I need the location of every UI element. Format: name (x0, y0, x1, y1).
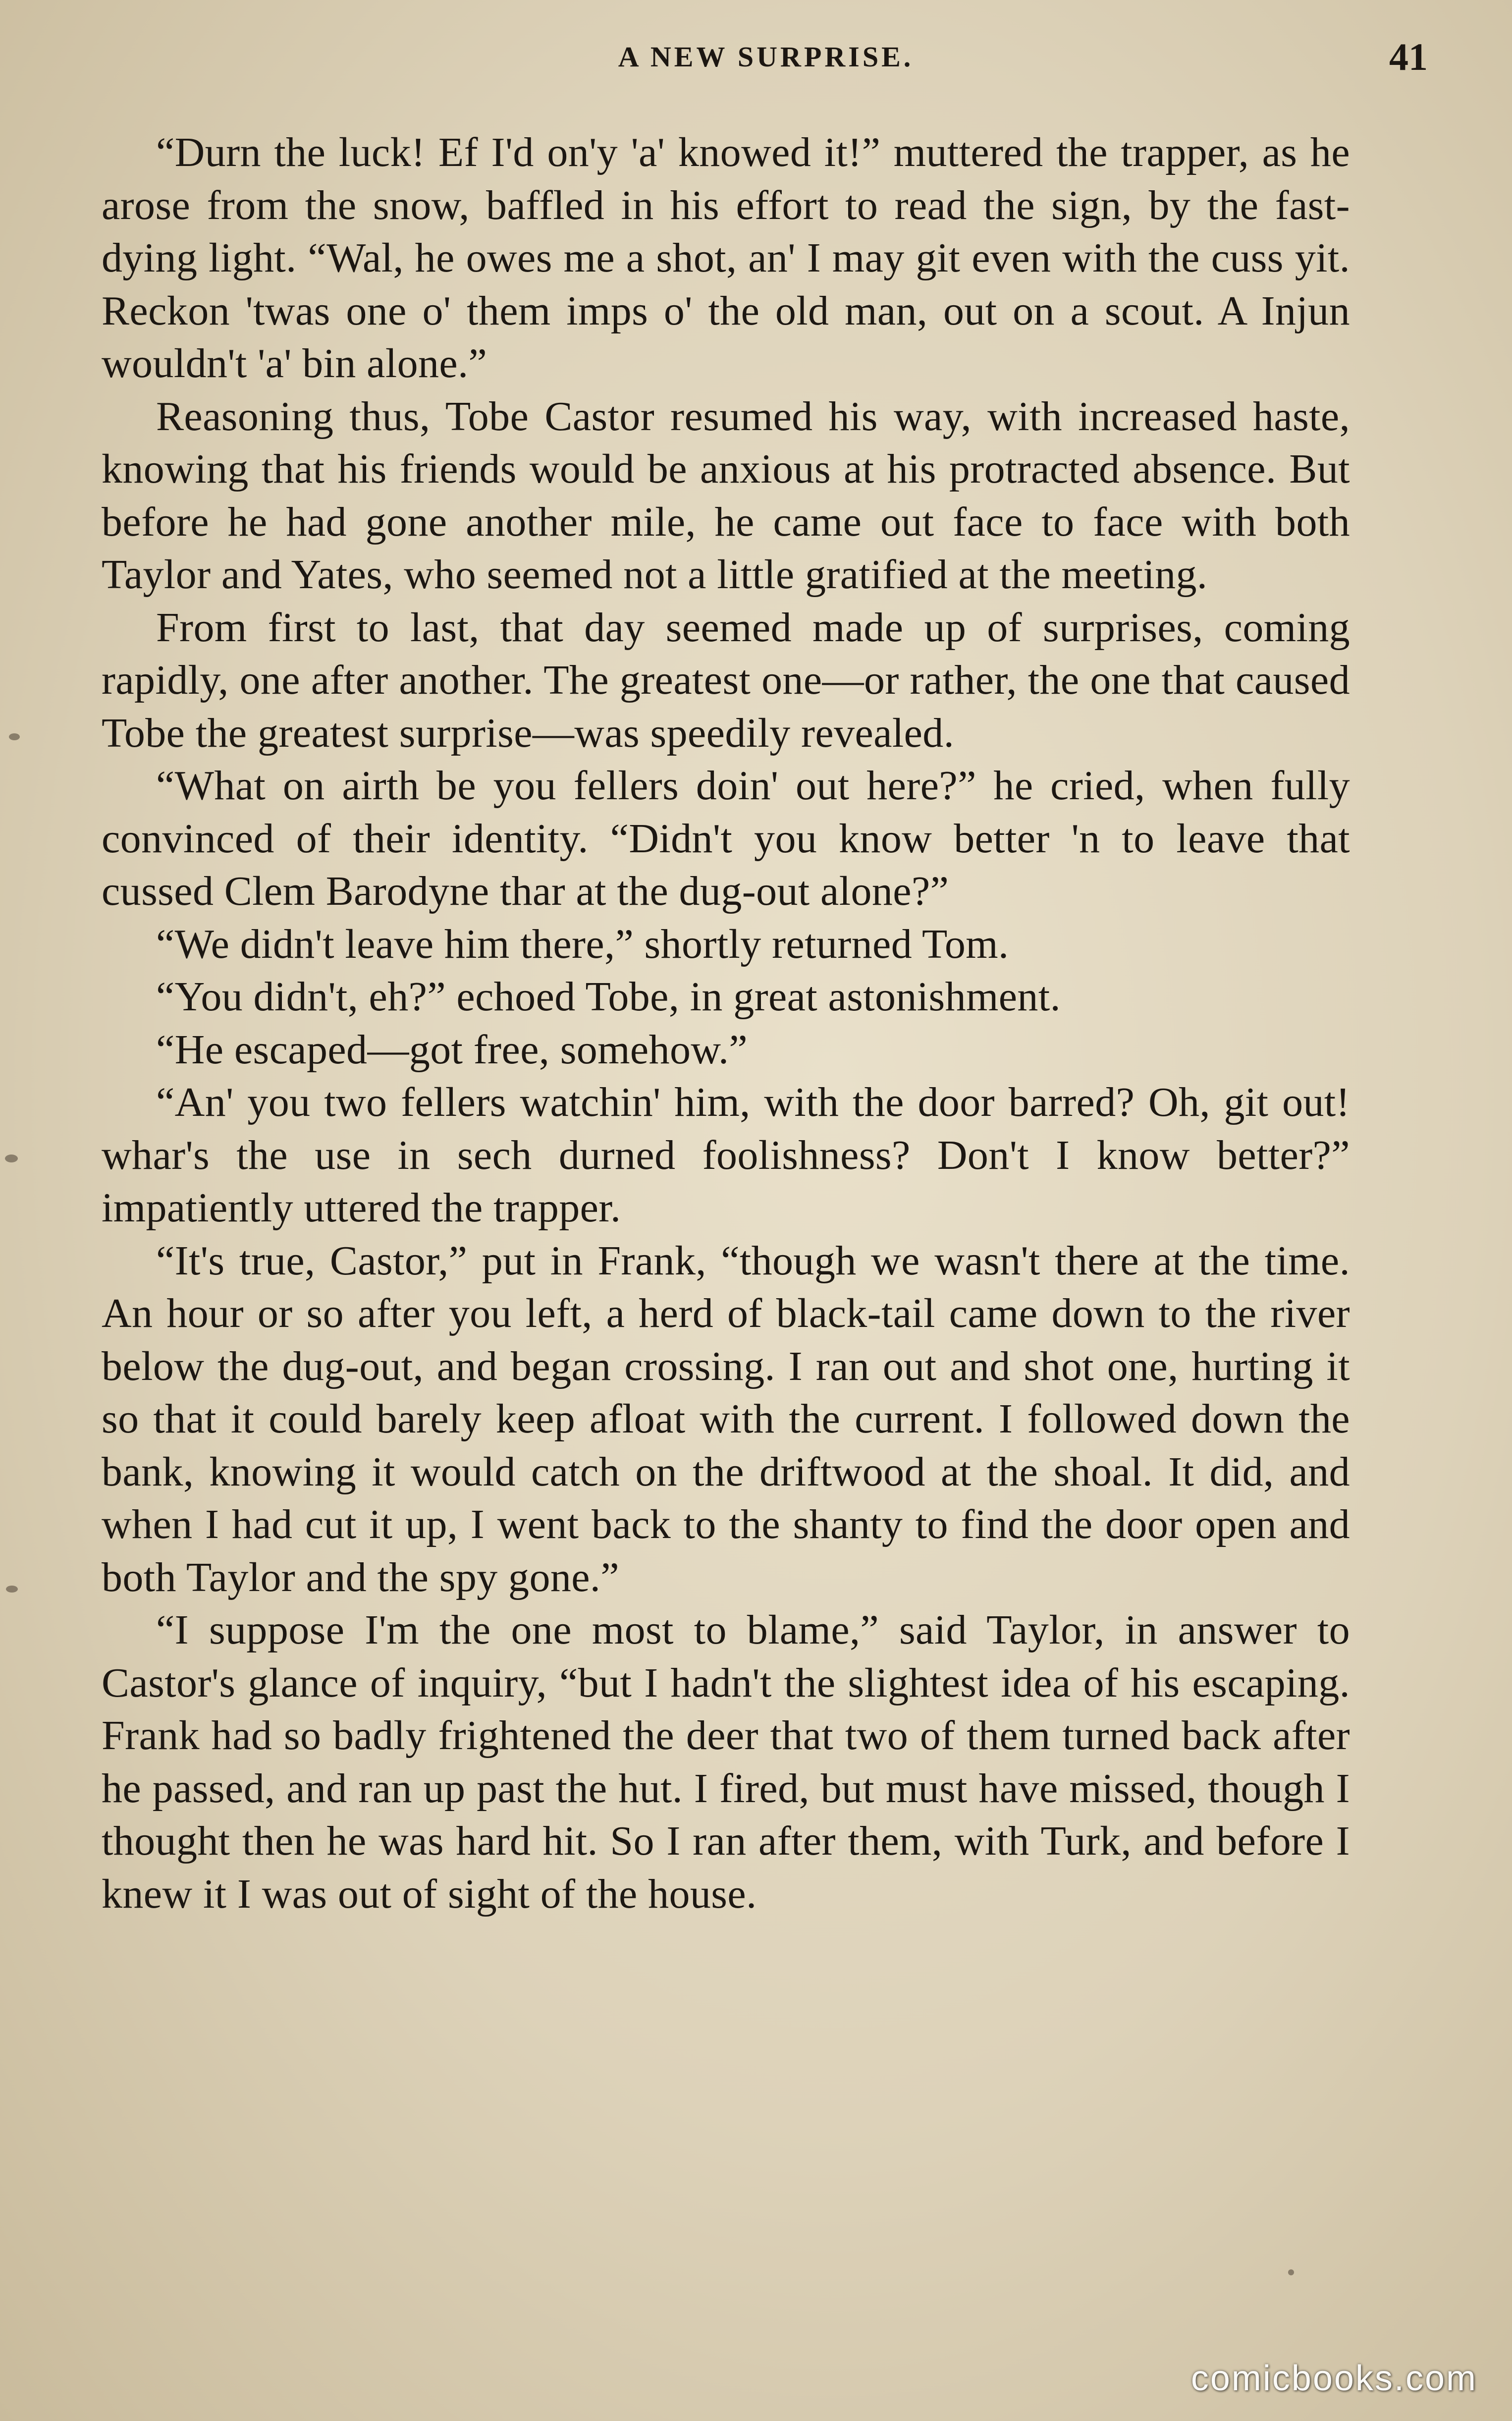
ink-speck (6, 1586, 18, 1593)
paragraph: “What on airth be you fellers doin' out here?” he cried, when fully convinced of their identity. “Didn't you know better 'n to leave that cussed Clem Barodyne thar at the dug-out alone?” (102, 763, 1350, 914)
paragraph: Reasoning thus, Tobe Castor resumed his way, with increased haste, knowing that his friends would be anxious at his protracted absence. But before he had gone another mile, he came out face to face with both Taylor and Yates, who seemed not a little gratified at the meeting. (102, 393, 1350, 598)
paragraph: “It's true, Castor,” put in Frank, “though we wasn't there at the time. An hour or so after you left, a herd of black-tail came down to the river below the dug-out, and began crossing. I ran out and shot one, hurting it so that it could barely keep afloat with the current. I followed down the bank, knowing it would catch on the driftwood at the shoal. It did, and when I had cut it up, I went back to the shanty to find the door open and both Taylor and the spy gone.” (102, 1237, 1350, 1600)
paragraph: “We didn't leave him there,” shortly returned Tom. (156, 921, 1009, 967)
page-header (104, 27, 1428, 87)
ink-speck (1288, 2269, 1294, 2275)
site-watermark: comicbooks.com (1190, 2359, 1477, 2398)
paragraph: “An' you two fellers watchin' him, with the door barred? Oh, git out! whar's the use in sech durned foolishness? Don't I know better?” impatiently uttered the trapper. (102, 1079, 1350, 1231)
ink-speck (9, 733, 20, 740)
ink-speck (5, 1155, 18, 1162)
paragraph: From first to last, that day seemed made up of surprises, coming rapidly, one after another. The greatest one—or rather, the one that caused Tobe the greatest surprise—was speedily revealed. (102, 604, 1350, 756)
paragraph: “He escaped—got free, somehow.” (156, 1026, 748, 1073)
body-text (102, 126, 1350, 2237)
paragraph: “I suppose I'm the one most to blame,” said Taylor, in answer to Castor's glance of inquiry, “but I hadn't the slightest idea of his escaping. Frank had so badly frightened the deer that two of them turned back after he passed, and ran up past the hut. I fired, but must have missed, though I thought then he was hard hit. So I ran after them, with Turk, and before I knew it I was out of sight of the house. (102, 1607, 1350, 1917)
page-number: 41 (1389, 35, 1428, 78)
paragraph: “Durn the luck! Ef I'd on'y 'a' knowed it!” muttered the trapper, as he arose from the snow, baffled in his effort to read the sign, by the fast-dying light. “Wal, he owes me a shot, an' I may git even with the cuss yit. Reckon 'twas one o' them imps o' the old man, out on a scout. A Injun wouldn't 'a' bin alone.” (102, 129, 1350, 386)
running-title: A NEW SURPRISE. (618, 41, 914, 73)
paragraph: “You didn't, eh?” echoed Tobe, in great astonishment. (156, 974, 1061, 1020)
